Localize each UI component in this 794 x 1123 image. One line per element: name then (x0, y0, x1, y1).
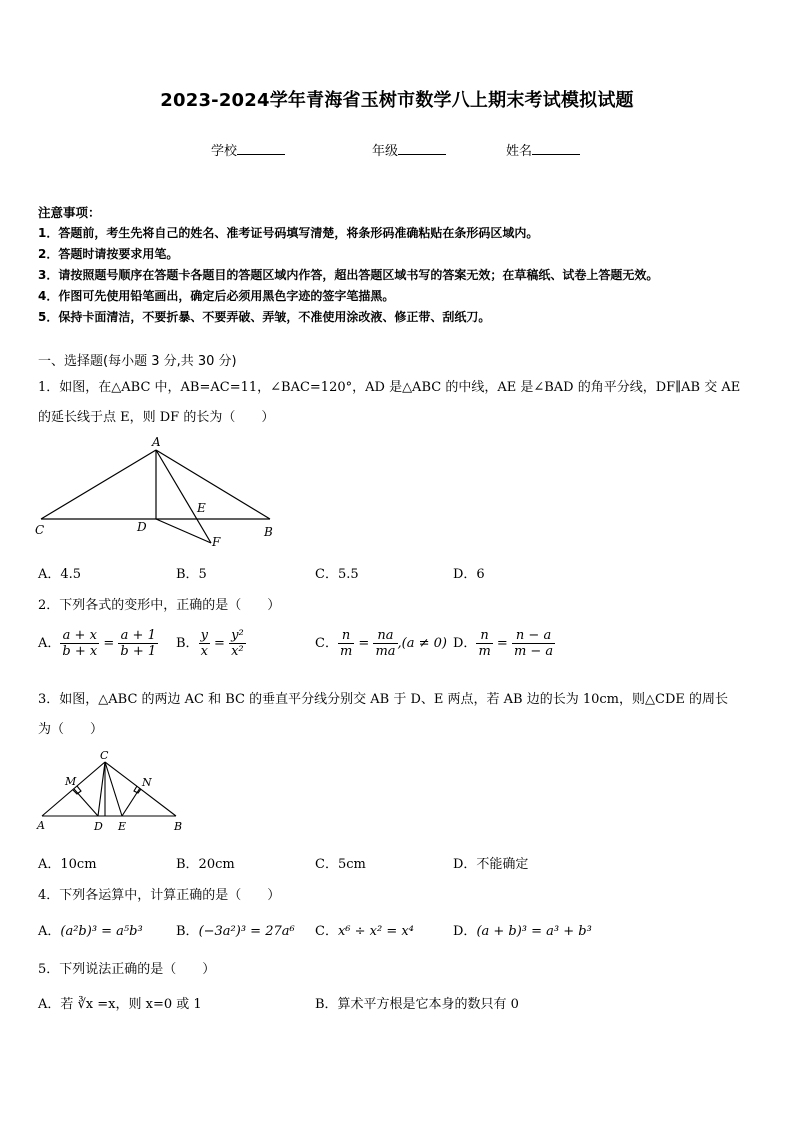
math-expression: (−3a²)³ = 27a⁶ (198, 924, 295, 939)
q2-option-b: B． $\frac{y}{x}$ = $\frac{\text{y²}}{\text{x²}}$ (176, 628, 244, 659)
q3-option-d: D．不能确定 (453, 857, 529, 872)
notes-heading: 注意事项： (38, 205, 101, 220)
fraction (512, 628, 555, 659)
fraction (229, 628, 246, 659)
q1-figure (34, 436, 284, 551)
denominator: b + x (62, 644, 98, 659)
numerator: y² (231, 628, 244, 643)
q3-label-m: M (65, 775, 77, 788)
q1-stem-line1: 1．如图，在△ABC 中，AB=AC=11，∠BAC=120°，AD 是△ABC 的中线，AE 是∠BAD 的角平分线，DF∥AB 交 AE (38, 380, 741, 395)
note-item: 4．作图可先使用铅笔画出，确定后必须用黑色字迹的签字笔描黑。 (38, 289, 395, 303)
q2-stem: 2．下列各式的变形中，正确的是（ ） (38, 598, 281, 613)
q3-label-b: B (174, 820, 183, 833)
fraction (118, 628, 158, 659)
grade-blank (398, 142, 446, 155)
denominator: x (200, 644, 208, 659)
q2-option-c: C． $\frac{n}{m}$ = $\frac{na}{ma}$ ,(a ≠ 0) (315, 628, 447, 659)
q4-option-d (453, 920, 592, 939)
math-expression: x⁶ ÷ x² = x⁴ (337, 924, 414, 939)
school-label: 学校 (211, 144, 238, 159)
q1-label-a: A (152, 436, 161, 449)
denominator: m (339, 644, 353, 659)
fraction (338, 628, 354, 659)
denominator: x² (231, 644, 244, 659)
option-letter: D． (453, 924, 477, 939)
q3-figure (34, 748, 189, 834)
name-field (506, 140, 580, 159)
q1-option-a: A．4.5 (38, 567, 82, 582)
q2-c-label: C． (315, 636, 338, 651)
q1-label-e: E (197, 501, 206, 515)
note-item: 2．答题时请按要求用笔。 (38, 247, 179, 261)
school-field (211, 140, 285, 159)
q2-c-condition: ,(a ≠ 0) (397, 636, 447, 651)
math-expression: (a + b)³ = a³ + b³ (476, 924, 592, 939)
fraction (199, 628, 210, 659)
fraction (476, 628, 492, 659)
q1-label-b: B (264, 525, 273, 539)
q2-d-label: D． (453, 636, 477, 651)
option-letter: A． (38, 924, 61, 939)
q3-label-a: A (37, 819, 45, 832)
option-letter: C． (315, 924, 338, 939)
q3-stem-line2: 为（ ） (38, 722, 104, 737)
q2-a-label: A． (38, 636, 61, 651)
denominator: b + 1 (120, 644, 157, 659)
q3-stem-line1: 3．如图，△ABC 的两边 AC 和 BC 的垂直平分线分别交 AB 于 D、E 两点，若 AB 边的长为 10cm，则△CDE 的周长 (38, 692, 728, 707)
section-heading: 一、选择题(每小题 3 分,共 30 分) (38, 354, 237, 369)
q2-option-a: A． $\frac{a + x}{b + x}$ = $\frac{a + 1}{b + 1}$ (38, 628, 157, 659)
q3-option-c: C．5cm (315, 857, 366, 872)
q5-option-b: B．算术平方根是它本身的数只有 0 (315, 997, 519, 1012)
q4-option-c (315, 920, 414, 939)
q5-option-a: A．若 ∛x =x，则 x=0 或 1 (38, 997, 202, 1012)
q1-option-d: D．6 (453, 567, 485, 582)
math-expression: (a²b)³ = a⁵b³ (60, 924, 143, 939)
name-blank (532, 142, 580, 155)
numerator: n (338, 628, 354, 644)
q4-option-b (176, 920, 295, 939)
option-letter: B． (176, 924, 199, 939)
numerator: a + 1 (118, 628, 158, 644)
fraction (373, 628, 397, 659)
note-item: 3．请按照题号顺序在答题卡各题目的答题区域内作答，超出答题区域书写的答案无效；在草稿纸、试卷上答题无效。 (38, 268, 659, 282)
numerator: n − a (512, 628, 555, 644)
numerator: y (200, 628, 208, 643)
denominator: m (478, 644, 491, 659)
q3-label-e: E (118, 820, 127, 833)
grade-field (372, 140, 446, 159)
q3-option-b: B．20cm (176, 857, 235, 872)
numerator: na (373, 628, 397, 644)
denominator: m − a (513, 644, 554, 659)
q3-label-c: C (100, 749, 109, 762)
q5-stem: 5．下列说法正确的是（ ） (38, 962, 216, 977)
q1-label-c: C (35, 523, 45, 537)
grade-label: 年级 (372, 144, 399, 159)
q2-b-label: B． (176, 636, 199, 651)
q4-stem: 4．下列各运算中，计算正确的是（ ） (38, 888, 281, 903)
q3-option-a: A．10cm (38, 857, 97, 872)
q2-option-d: D． $\frac{n}{m}$ = $\frac{n - a}{m - a}$ (453, 628, 554, 659)
q1-stem-line2: 的延长线于点 E，则 DF 的长为（ ） (38, 410, 275, 425)
numerator: a + x (60, 628, 99, 644)
q1-label-d: D (137, 520, 147, 534)
fraction (60, 628, 99, 659)
denominator: ma (375, 644, 396, 659)
q3-label-d: D (94, 820, 103, 833)
q1-option-c: C．5.5 (315, 567, 359, 582)
name-label: 姓名 (506, 144, 533, 159)
note-item: 5．保持卡面清洁，不要折暴、不要弄破、弄皱，不准使用涂改液、修正带、刮纸刀。 (38, 310, 491, 324)
q1-option-b: B．5 (176, 567, 207, 582)
numerator: n (476, 628, 492, 644)
school-blank (237, 142, 285, 155)
note-item: 1．答题前，考生先将自己的姓名、准考证号码填写清楚，将条形码准确粘贴在条形码区域内。 (38, 226, 539, 240)
q4-option-a (38, 920, 143, 939)
page-title: 2023-2024学年青海省玉树市数学八上期末考试模拟试题 (160, 90, 634, 111)
q1-label-f: F (212, 535, 221, 549)
q3-label-n: N (142, 776, 152, 789)
